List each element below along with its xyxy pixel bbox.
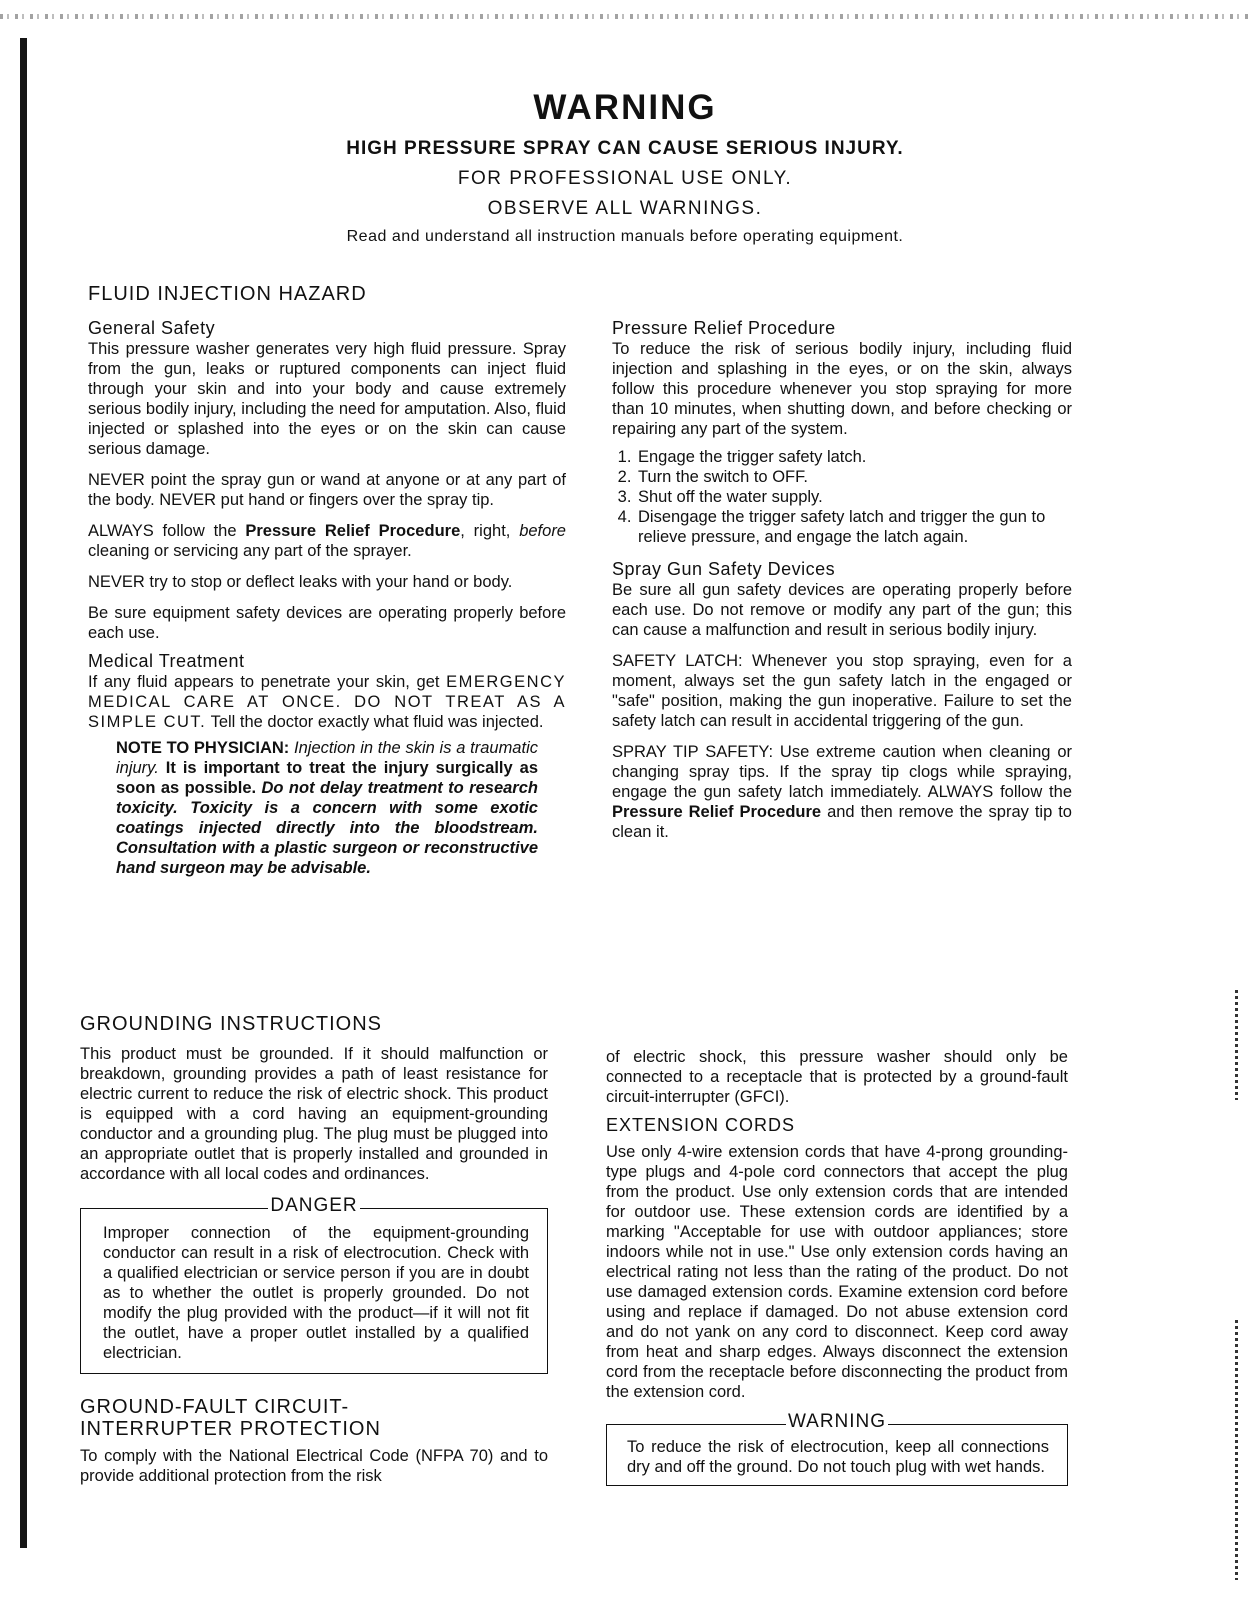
scan-noise-top <box>0 14 1250 19</box>
note-to-physician <box>116 738 538 878</box>
text-span: If any fluid appears to penetrate your skin, get <box>88 673 447 691</box>
general-safety-p4: NEVER try to stop or deflect leaks with your hand or body. <box>88 573 513 591</box>
note-label: NOTE TO PHYSICIAN: <box>116 739 290 757</box>
grounding-left-column <box>80 1014 548 1497</box>
grounding-title: GROUNDING INSTRUCTIONS <box>80 1013 382 1035</box>
gfci-p1-continued: of electric shock, this pressure washer should only be connected to a receptacle that is protected by a ground-fault circuit-interrupter (GFCI). <box>606 1048 1068 1106</box>
warning-label: WARNING <box>787 1411 887 1432</box>
bold-span: Pressure Relief Procedure <box>245 522 461 540</box>
scan-edge-bar <box>20 38 27 1548</box>
medical-treatment-title: Medical Treatment <box>88 651 245 671</box>
general-safety-title: General Safety <box>88 318 216 338</box>
emphasis-span: EMERGENCY MEDICAL CARE AT ONCE. DO NOT TREAT AS A SIMPLE CUT. <box>88 673 566 731</box>
bold-span: Pressure Relief Procedure <box>612 803 822 821</box>
scan-edge-mark <box>1235 1320 1238 1580</box>
text-span: ALWAYS follow the <box>88 522 246 540</box>
warning-header <box>0 88 1250 246</box>
header-line-1: HIGH PRESSURE SPRAY CAN CAUSE SERIOUS INJURY. <box>346 138 904 159</box>
text-span: , right, <box>460 522 520 540</box>
general-safety-p2: NEVER point the spray gun or wand at anyone or at any part of the body. NEVER put hand or fingers over the spray tip. <box>88 471 566 509</box>
general-safety-p3 <box>88 521 566 561</box>
safety-latch-p: SAFETY LATCH: Whenever you stop spraying, even for a moment, always set the gun safety latch in the engaged or "safe" position, making the gun inoperative. Failure to set the safety latch can result in accidental triggering of the gun. <box>612 652 1072 730</box>
extension-cords-title: EXTENSION CORDS <box>606 1115 796 1135</box>
warning-title: WARNING <box>533 88 717 127</box>
grounding-right-column <box>606 1047 1068 1486</box>
header-line-2: FOR PROFESSIONAL USE ONLY. <box>457 168 793 189</box>
pressure-relief-p1: To reduce the risk of serious bodily injury, including fluid injection and splashing in the eyes, or on the skin, always follow this procedure whenever you stop spraying for more than 10 minutes, when shutting down, and before checking or repairing any part of the system. <box>612 340 1072 438</box>
fluid-left-column <box>88 284 566 878</box>
gfci-title: GROUND-FAULT CIRCUIT-INTERRUPTER PROTECTION <box>80 1396 381 1440</box>
extension-cords-p1: Use only 4-wire extension cords that have 4-prong grounding-type plugs and 4-pole cord connectors that accept the plug from the product. Use only extension cords that are intended for outdoor use. These extension cords are identified by a marking "Acceptable for use with outdoor appliances; store indoors while not in use." Use only extension cords having an electrical rating not less than the rating of the product. Do not use damaged extension cords. Examine extension cord before using and replace if damaged. Do not abuse extension cord and do not yank on any cord to disconnect. Keep cord away from heat and sharp edges. Always disconnect the extension cord from the receptacle before disconnecting the product from the extension cord. <box>606 1143 1068 1401</box>
gfci-p1: To comply with the National Electrical Code (NFPA 70) and to provide additional protection from the risk <box>80 1447 548 1485</box>
danger-text: Improper connection of the equipment-grounding conductor can result in a risk of electrocution. Check with a qualified electrician or service person if you are in doubt as to whether the outlet is properly grounded. Do not modify the plug provided with the product—if it will not fit the outlet, have a proper outlet installed by a qualified electrician. <box>103 1224 529 1362</box>
warning-label-row <box>607 1412 1067 1432</box>
header-line-4: Read and understand all instruction manuals before operating equipment. <box>346 228 904 245</box>
italic-span: before <box>519 522 566 540</box>
text-span: cleaning or servicing any part of the sprayer. <box>88 542 412 560</box>
general-safety-p5: Be sure equipment safety devices are operating properly before each use. <box>88 604 566 642</box>
spray-tip-safety-p <box>612 742 1072 842</box>
danger-label-row <box>81 1196 547 1216</box>
grounding-p1: This product must be grounded. If it should malfunction or breakdown, grounding provides a path of least resistance for electric current to reduce the risk of electric shock. This product is equipped with a cord having an equipment-grounding conductor and a grounding plug. The plug must be plugged into an appropriate outlet that is properly installed and grounded in accordance with all local codes and ordinances. <box>80 1045 548 1183</box>
danger-label: DANGER <box>270 1195 358 1216</box>
spray-gun-devices-title: Spray Gun Safety Devices <box>612 559 836 579</box>
warning-box <box>606 1411 1068 1486</box>
fluid-right-column <box>612 318 1072 853</box>
text-span: SPRAY TIP SAFETY: Use extreme caution when cleaning or changing spray tips. If the spray tip clogs while spraying, engage the gun safety latch immediately. ALWAYS follow the <box>612 743 1072 801</box>
pressure-relief-steps <box>612 447 1072 547</box>
danger-box <box>80 1195 548 1374</box>
italic-span: Injection in the skin is a traumatic injury. <box>116 739 538 777</box>
scan-edge-mark <box>1235 990 1238 1100</box>
list-item: 1. Engage the trigger safety latch. <box>636 447 1072 467</box>
bold-italic-span: Do not delay treatment to research toxicity. Toxicity is a concern with some exotic coatings injected directly into the bloodstream. Consultation with a plastic surgeon or reconstructive hand surgeon may be advisable. <box>116 779 538 877</box>
pressure-relief-title: Pressure Relief Procedure <box>612 318 836 338</box>
list-item: 3. Shut off the water supply. <box>636 487 1072 507</box>
text-span: Tell the doctor exactly what fluid was injected. <box>206 713 544 731</box>
warning-text: To reduce the risk of electrocution, keep all connections dry and off the ground. Do not touch plug with wet hands. <box>627 1438 1049 1476</box>
list-item: 4. Disengage the trigger safety latch and trigger the gun to relieve pressure, and engage the latch again. <box>636 507 1072 547</box>
bold-span: It is important to treat the injury surgically as soon as possible. <box>116 759 538 797</box>
text-span: and then remove the spray tip to clean it. <box>612 803 1072 841</box>
fluid-section-title: FLUID INJECTION HAZARD <box>88 283 367 305</box>
list-item: 2. Turn the switch to OFF. <box>636 467 1072 487</box>
spray-gun-devices-p1: Be sure all gun safety devices are operating properly before each use. Do not remove or modify any part of the gun; this can cause a malfunction and result in serious bodily injury. <box>612 581 1072 639</box>
medical-treatment-p1 <box>88 672 566 732</box>
general-safety-p1: This pressure washer generates very high fluid pressure. Spray from the gun, leaks or ruptured components can inject fluid through your skin and into your body and cause extremely serious bodily injury, including the need for amputation. Also, fluid injected or splashed into the eyes or on the skin can cause serious damage. <box>88 340 566 458</box>
header-line-3: OBSERVE ALL WARNINGS. <box>487 198 763 219</box>
